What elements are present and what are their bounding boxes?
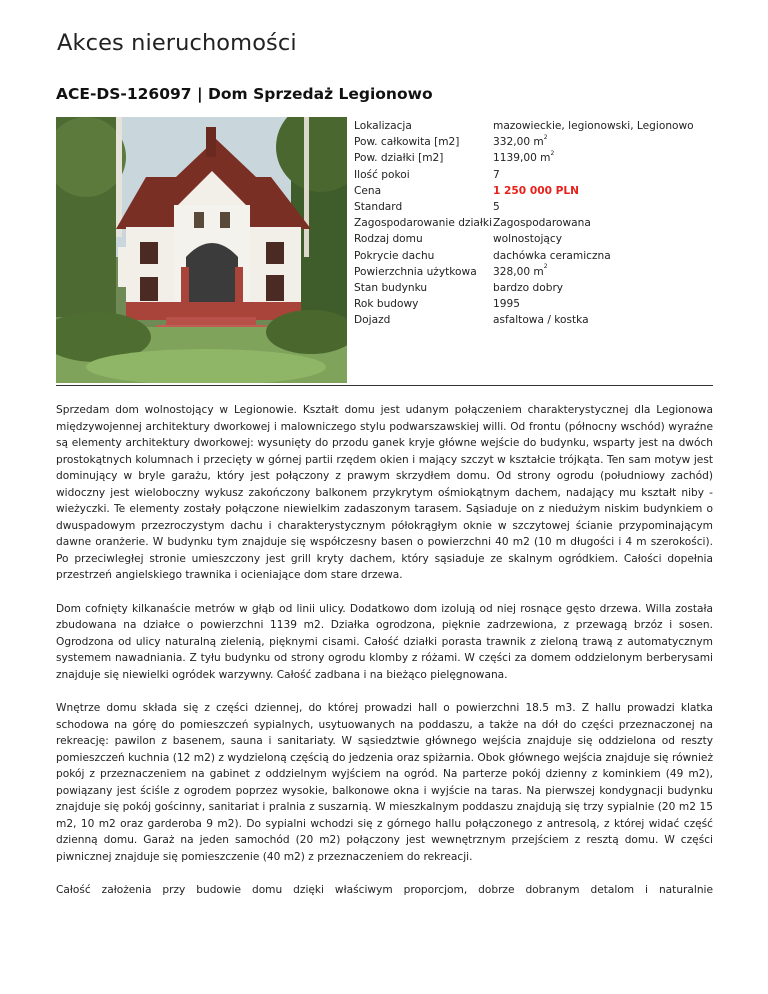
property-row — [354, 264, 694, 280]
property-row — [354, 183, 694, 199]
property-value — [493, 134, 694, 150]
property-value-text: 1 250 000 PLN — [493, 184, 580, 197]
property-label: Dojazd — [354, 314, 391, 327]
property-row — [354, 231, 694, 247]
property-row — [354, 199, 694, 215]
property-value — [493, 167, 694, 183]
property-details-table — [354, 118, 694, 329]
property-label: Cena — [354, 184, 382, 197]
property-value-text: wolnostojący — [493, 233, 562, 246]
property-row — [354, 150, 694, 166]
property-value — [493, 248, 694, 264]
property-value — [493, 215, 694, 231]
property-row — [354, 248, 694, 264]
property-value-text: 328,00 m — [493, 265, 544, 278]
property-label: Lokalizacja — [354, 120, 412, 132]
listing-description — [56, 402, 713, 916]
property-row — [354, 296, 694, 312]
property-value — [493, 312, 694, 328]
property-label: Stan budynku — [354, 282, 428, 295]
property-row — [354, 312, 694, 328]
property-label: Ilość pokoi — [354, 168, 410, 181]
property-value-text: mazowieckie, legionowski, Legionowo — [493, 120, 694, 132]
property-label: Powierzchnia użytkowa — [354, 265, 477, 278]
description-paragraph: Całość założenia przy budowie domu dzięki właściwym proporcjom, dobrze dobranym detalom i naturalnie — [56, 884, 713, 896]
site-brand[interactable]: Akces nieruchomości — [57, 30, 297, 56]
property-value — [493, 199, 694, 215]
section-divider — [56, 385, 713, 386]
property-label: Pow. działki [m2] — [354, 152, 444, 165]
property-value-text: 332,00 m — [493, 136, 544, 149]
unit-superscript: 2 — [550, 149, 555, 157]
property-value-text: 5 — [493, 201, 500, 214]
property-value-text: 7 — [493, 168, 500, 181]
house-photo-illustration — [56, 117, 347, 383]
description-paragraph: Dom cofnięty kilkanaście metrów w głąb od linii ulicy. Dodatkowo dom izolują od niej rosnące gęsto drzewa. Willa została zbudowana na działce o powierzchni 1139 m2. Działka ogrodzona, pięknie zadrzewiona, z przewagą brzóz i sosen. Ogrodzona od ulicy naturalną zielenią, pięknymi cisami. Całość działki porasta trawnik z zieloną trawą z automatycznym systemem nawadniania. Z tyłu budynku od strony ogrodu klomby z różami. W części za domem oddzielonym berberysami znajduje się niewielki ogródek warzywny. Całość zadbana i na bieżąco pielęgnowana. — [56, 602, 713, 681]
property-value-text: Zagospodarowana — [493, 217, 591, 230]
property-value-text: 1139,00 m — [493, 152, 551, 165]
property-value — [493, 280, 694, 296]
property-value — [493, 150, 694, 166]
property-label: Rok budowy — [354, 298, 419, 311]
property-row — [354, 215, 694, 231]
description-paragraph: Sprzedam dom wolnostojący w Legionowie. Kształt domu jest udanym połączeniem charakterystycznej dla Legionowa międzywojennej architektury dworkowej i malowniczego stylu podwarszawskiej willi. Od frontu (północny wschód) wyraźne są elementy architektury dworkowej: wysunięty do przodu ganek kryje główne wejście do budynku, wsparty jest na dwóch prostokątnych kolumnach i przecięty w górnej partii rzędem okien i mający szczyt w kształcie trójkąta. Ten sam motyw jest dominujący w bryle garażu, który jest połączony z prawym skrzydłem domu. Od strony ogrodu (południowy zachód) widoczny jest wieloboczny wykusz zakończony balkonem przykrytym ośmiokątnym dachem, nadający mu kształt niby - wieżyczki. Te elementy zostały połączone niewielkim zadaszonym tarasem. Sąsiaduje on z niedużym niskim budynkiem o dwuspadowym przezroczystym dachu i charakterystycznym półokrągłym oknie w szczytowej ścianie przypominającym dawne oranżerie. W budynku tym znajduje się współczesny basen o powierzchni 40 m2 (10 m długości i 4 m szerokości). Po przeciwległej stronie umieszczony jest grill kryty dachem, który sąsiaduje ze skalnym ogródkiem. Całości dopełnia przestrzeń angielskiego trawnika i ocieniające dom stare drzewa. — [56, 404, 713, 581]
property-value — [493, 296, 694, 312]
property-label: Pokrycie dachu — [354, 249, 435, 262]
description-paragraph: Wnętrze domu składa się z części dziennej, do której prowadzi hall o powierzchni 18.5 m3. Z hallu prowadzi klatka schodowa na górę do pomieszczeń sypialnych, usytuowanych na poddaszu, a także na dół do części przeznaczonej na rekreację: pawilon z basenem, sauna i sanitariaty. W sąsiedztwie głównego wejścia znajduje się oddzielona od reszty pomieszczeń kuchnia (12 m2) z wydzieloną częścią do jedzenia oraz spiżarnia. Obok głównego wejścia znajduje się również pokój z przeznaczeniem na gabinet z oddzielnym wyjściem na ogród. Na parterze pokój dzienny z kominkiem (49 m2), powiązany jest ściśle z ogrodem poprzez wysokie, balkonowe okna i wyjście na taras. Na pierwszej kondygnacji budynku znajduje się pokój gościnny, sanitariat i pralnia z suszarnią. W mieszkalnym poddaszu znajdują się trzy sypialnie (20 m2 15 m2, 10 m2 oraz garderoba 9 m2). Do sypialni wchodzi się z górnego hallu połączonego z antresolą, z której widać część dzienną domu. Garaż na jeden samochód (20 m2) połączony jest wewnętrznym przejściem z resztą domu. W części piwnicznej znajduje się pomieszczenie (40 m2) z przeznaczeniem do rekreacji. — [56, 702, 713, 863]
property-label: Standard — [354, 201, 403, 214]
property-value-text: bardzo dobry — [493, 282, 564, 295]
property-value-text: asfaltowa / kostka — [493, 314, 589, 327]
property-value — [493, 183, 694, 199]
property-row — [354, 118, 694, 134]
property-value — [493, 118, 694, 134]
unit-superscript: 2 — [543, 263, 548, 271]
property-label: Rodzaj domu — [354, 233, 423, 246]
unit-superscript: 2 — [543, 133, 548, 141]
property-value-text: dachówka ceramiczna — [493, 249, 611, 262]
property-value — [493, 264, 694, 280]
property-value-text: 1995 — [493, 298, 520, 311]
property-row — [354, 134, 694, 150]
property-label: Zagospodarowanie działki — [354, 217, 493, 230]
property-row — [354, 280, 694, 296]
property-label: Pow. całkowita [m2] — [354, 136, 460, 149]
property-row — [354, 167, 694, 183]
house-photo — [56, 117, 347, 383]
property-value — [493, 231, 694, 247]
listing-title: ACE-DS-126097 | Dom Sprzedaż Legionowo — [56, 85, 433, 103]
